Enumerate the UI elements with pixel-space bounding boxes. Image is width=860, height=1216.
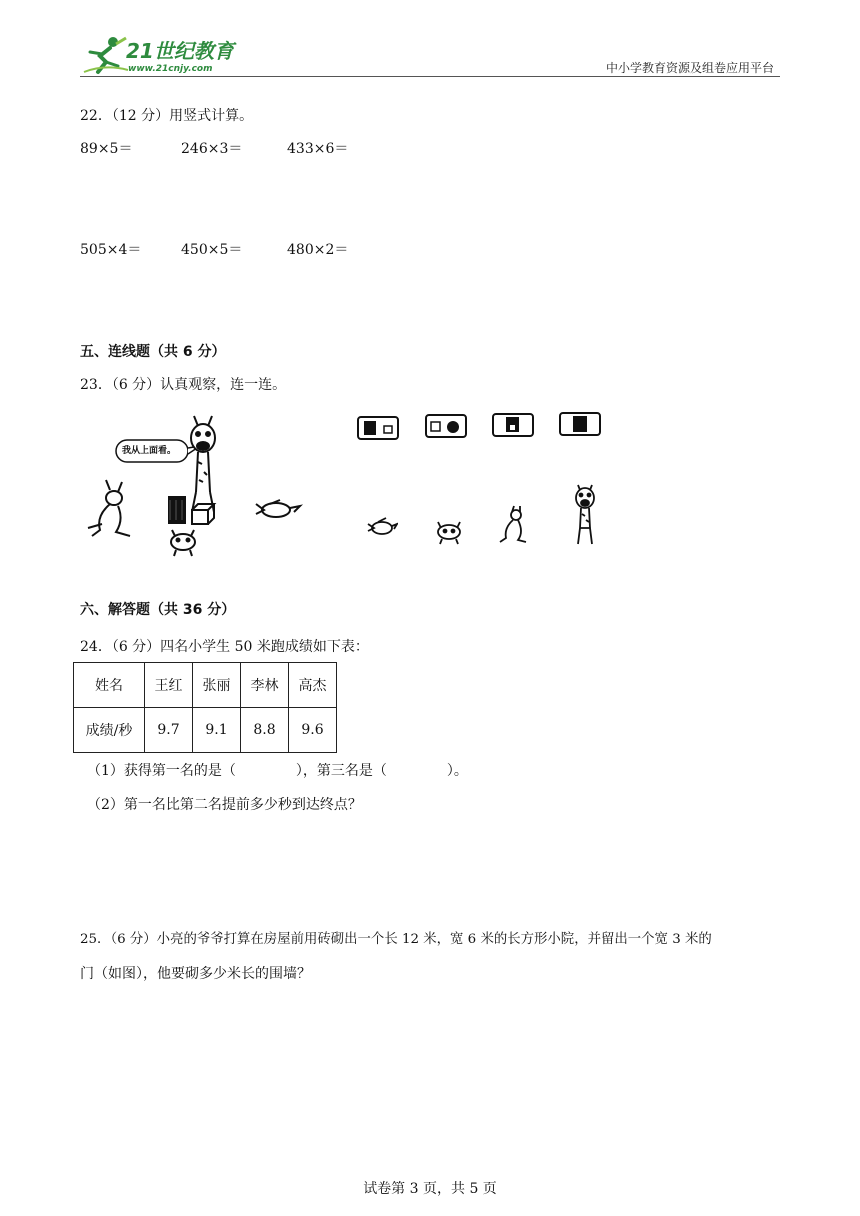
table-row xyxy=(74,708,337,753)
q24-sub1 xyxy=(87,761,468,781)
kangaroo-icon xyxy=(498,504,528,544)
box-icon xyxy=(192,504,214,524)
q24-sub1-part-c: ）。 xyxy=(446,763,468,779)
table-cell: 8.8 xyxy=(241,708,289,753)
view-card-4[interactable] xyxy=(559,412,601,436)
header-divider xyxy=(80,76,780,77)
logo-title: 21世纪教育 xyxy=(126,39,234,63)
runner-logo-icon xyxy=(80,34,130,76)
giraffe-icon xyxy=(570,484,600,546)
q23-scene xyxy=(80,412,310,562)
q22-expr-3: 433×6＝ xyxy=(287,141,349,157)
q24-title: 24．（6 分）四名小学生 50 米跑成绩如下表： xyxy=(80,639,369,655)
q25-line-2: 门（如图），他要砌多少米长的围墙？ xyxy=(80,966,311,982)
q23-title: 23．（6 分）认真观察，连一连。 xyxy=(80,377,287,393)
page-footer: 试卷第 3 页，共 5 页 xyxy=(363,1181,497,1197)
view-card-1[interactable] xyxy=(357,416,399,440)
bird-icon xyxy=(256,500,300,517)
table-row xyxy=(74,663,337,708)
view-card-3[interactable] xyxy=(492,413,534,437)
q22-expr-1: 89×5＝ xyxy=(80,141,133,157)
table-cell: 9.1 xyxy=(193,708,241,753)
view-card-2[interactable] xyxy=(425,414,467,438)
table-cell: 李林 xyxy=(241,663,289,708)
table-cell: 高杰 xyxy=(289,663,337,708)
q22-title: 22．（12 分）用竖式计算。 xyxy=(80,108,254,124)
trash-can-icon xyxy=(168,496,186,524)
animal-cat[interactable] xyxy=(432,518,466,546)
animal-giraffe[interactable] xyxy=(570,484,600,546)
table-cell: 姓名 xyxy=(74,663,145,708)
section-6-title: 六、解答题（共 36 分） xyxy=(80,602,236,618)
q22-expr-5: 450×5＝ xyxy=(181,242,243,258)
kangaroo-icon xyxy=(88,480,130,536)
q22-expr-2: 246×3＝ xyxy=(181,141,243,157)
giraffe-icon xyxy=(191,416,215,512)
header-logo xyxy=(80,34,250,76)
section-5-title: 五、连线题（共 6 分） xyxy=(80,344,226,360)
cat-icon xyxy=(432,518,466,546)
q24-sub1-part-a: （1）获得第一名的是（ xyxy=(87,763,236,779)
table-cell: 张丽 xyxy=(193,663,241,708)
speech-bubble-text: 我从上面看。 xyxy=(122,446,177,456)
animal-bird[interactable] xyxy=(366,514,398,540)
table-cell: 成绩/秒 xyxy=(74,708,145,753)
header-platform-text: 中小学教育资源及组卷应用平台 xyxy=(605,61,774,75)
logo-url: www.21cnjy.com xyxy=(128,64,213,74)
q22-expr-4: 505×4＝ xyxy=(80,242,142,258)
q25-line-1: 25．（6 分）小亮的爷爷打算在房屋前用砖砌出一个长 12 米，宽 6 米的长方形小院，并留出一个宽 3 米的 xyxy=(80,932,712,947)
animal-kangaroo[interactable] xyxy=(498,504,528,544)
table-cell: 9.7 xyxy=(145,708,193,753)
q22-expr-6: 480×2＝ xyxy=(287,242,349,258)
cat-icon xyxy=(171,530,195,556)
table-cell: 9.6 xyxy=(289,708,337,753)
q24-sub2: （2）第一名比第二名提前多少秒到达终点？ xyxy=(87,797,362,813)
bird-icon xyxy=(366,514,398,540)
q24-sub1-part-b: ），第三名是（ xyxy=(295,763,387,779)
table-cell: 王红 xyxy=(145,663,193,708)
q24-score-table xyxy=(73,662,337,753)
